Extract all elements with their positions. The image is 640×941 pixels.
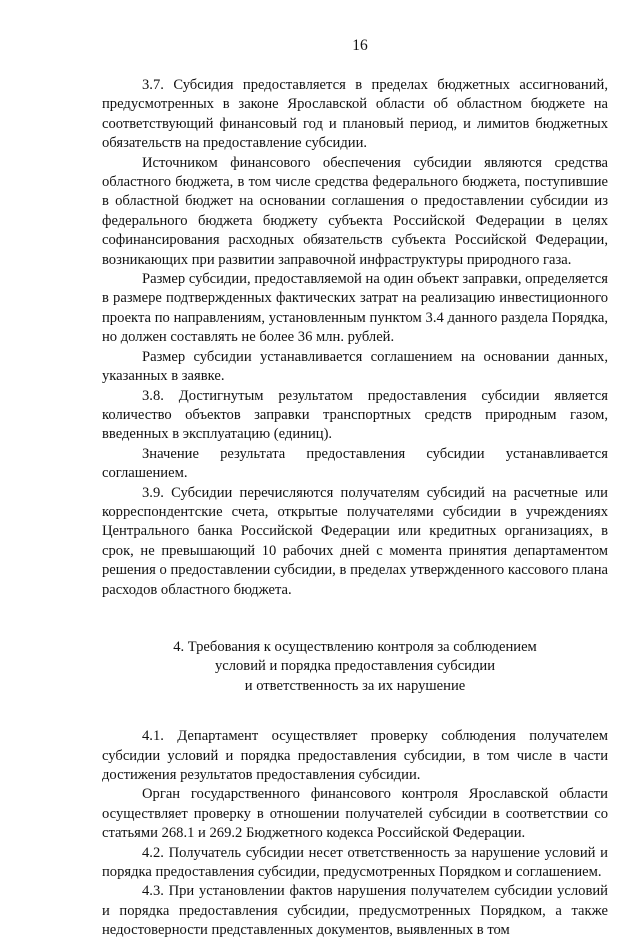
paragraph-funding-source: Источником финансового обеспечения субсидии являются средства областного бюджета, в том числе средства федерального бюджета, поступившие в областной бюджет на основании соглашения о предоставлении субсидии из федерального бюджета бюджету субъекта Российской Федерации в целях софинансирования расходных обязательств субъекта Российской Федерации, возникающих при развитии заправочной инфраструктуры природного газа. bbox=[102, 154, 608, 268]
paragraph-subsidy-amount: Размер субсидии, предоставляемой на один объект заправки, определяется в размере подтвержденных фактических затрат на реализацию инвестиционного проекта по направлениям, установленным пунктом 3.4 данного раздела Порядка, но должен составлять не более 36 млн. рублей. bbox=[102, 271, 608, 346]
paragraph-4-3: 4.3. При установлении фактов нарушения получателем субсидии условий и порядка предоставления субсидии, предусмотренных Порядком, а также недостоверности представленных документов, выявленных в том bbox=[102, 883, 608, 939]
document-page bbox=[102, 36, 608, 941]
paragraph-4-2: 4.2. Получатель субсидии несет ответственность за нарушение условий и порядка предоставления субсидии, предусмотренных Порядком и соглашением. bbox=[102, 844, 608, 881]
section-4-heading-line-2: условий и порядка предоставления субсидии bbox=[214, 658, 496, 675]
paragraph-3-8: 3.8. Достигнутым результатом предоставления субсидии является количество объектов заправки транспортных средств природным газом, введенных в эксплуатацию (единиц). bbox=[102, 387, 608, 443]
paragraph-3-9: 3.9. Субсидии перечисляются получателям субсидий на расчетные или корреспондентские счета, открытые получателями субсидии в учреждениях Центрального банка Российской Федерации или кредитных организациях, в срок, не превышающий 10 рабочих дней с момента принятия департаментом решения о предоставлении субсидии, в пределах утвержденного кассового плана расходов областного бюджета. bbox=[102, 484, 608, 598]
page-number: 16 bbox=[352, 37, 368, 54]
paragraph-4-1: 4.1. Департамент осуществляет проверку соблюдения получателем субсидии условий и порядка предоставления субсидии, в том числе в части достижения результатов предоставления субсидии. bbox=[102, 728, 608, 783]
section-4-heading-line-1: 4. Требования к осуществлению контроля за соблюдением bbox=[173, 638, 537, 655]
section-4-heading-line-3: и ответственность за их нарушение bbox=[244, 677, 466, 694]
paragraph-subsidy-agreement: Размер субсидии устанавливается соглашением на основании данных, указанных в заявке. bbox=[102, 348, 608, 385]
section-4-heading bbox=[102, 638, 608, 696]
paragraph-result-value: Значение результата предоставления субсидии устанавливается соглашением. bbox=[102, 445, 608, 482]
paragraph-financial-control: Орган государственного финансового контроля Ярославской области осуществляет проверку в отношении получателей субсидии в соответствии со статьями 268.1 и 269.2 Бюджетного кодекса Российской Федерации. bbox=[102, 786, 608, 842]
paragraph-3-7: 3.7. Субсидия предоставляется в пределах бюджетных ассигнований, предусмотренных в законе Ярославской области об областном бюджете на соответствующий финансовый год и плановый период, и лимитов бюджетных обязательств на предоставление субсидии. bbox=[102, 77, 608, 152]
